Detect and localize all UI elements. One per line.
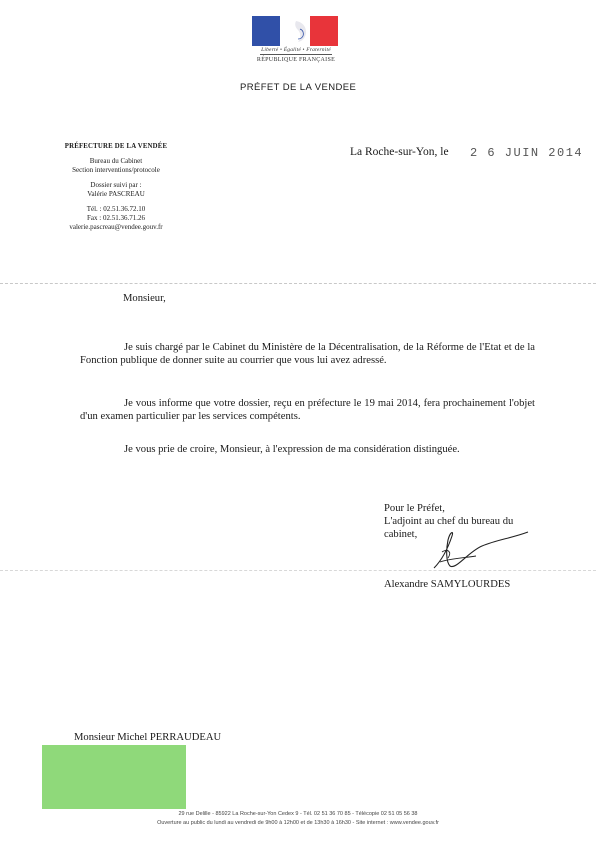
letter-paragraph-3: Je vous prie de croire, Monsieur, à l'expression de ma considération distinguée. xyxy=(124,444,460,455)
salutation: Monsieur, xyxy=(123,293,166,304)
page-title: PRÉFET DE LA VENDEE xyxy=(240,82,357,93)
footer-hours: Ouverture au public du lundi au vendredi de 9h00 à 12h00 et de 13h30 à 16h30 - Site internet : www.vendee.gouv.fr xyxy=(157,820,439,826)
footer xyxy=(0,810,596,828)
marianne-icon xyxy=(276,18,314,44)
signature-line-1: Pour le Préfet, xyxy=(384,503,445,514)
handwritten-signature xyxy=(412,522,532,574)
sender-organization: PRÉFECTURE DE LA VENDÉE xyxy=(64,143,168,150)
republique-francaise-logo xyxy=(252,16,340,70)
letter-paragraph-2: Je vous informe que votre dossier, reçu en préfecture le 19 mai 2014, fera prochainement l'objet d'un examen particulier par les services compétents. xyxy=(80,398,535,422)
republic-label: RÉPUBLIQUE FRANÇAISE xyxy=(256,57,336,63)
letter-place: La Roche-sur-Yon, le xyxy=(350,146,449,158)
recipient-name: Monsieur Michel PERRAUDEAU xyxy=(74,732,222,743)
sender-phone: Tél. : 02.51.36.72.10 xyxy=(86,205,146,213)
fold-line xyxy=(0,283,596,284)
signature-line-2: L'adjoint au chef du bureau du xyxy=(384,516,514,527)
logo-divider xyxy=(260,54,332,55)
sender-fax: Fax : 02.51.36.71.26 xyxy=(87,214,145,222)
sender-email: valerie.pascreau@vendee.gouv.fr xyxy=(69,223,163,231)
sender-service: Bureau du Cabinet xyxy=(89,157,143,165)
sender-block xyxy=(52,142,180,232)
redacted-address-box xyxy=(42,745,186,809)
signer-name: Alexandre SAMYLOURDES xyxy=(384,579,511,590)
date-stamp: 2 6 JUIN 2014 xyxy=(470,146,584,160)
followed-by-name: Valérie PASCREAU xyxy=(87,190,145,198)
footer-address: 29 rue Delille - 85922 La Roche-sur-Yon Cedex 9 - Tél. 02 51 36 70 85 - Télécopie 02 51 05 56 38 xyxy=(178,811,418,817)
sender-section: Section interventions/protocole xyxy=(72,166,160,174)
signature-line-3: cabinet, xyxy=(384,529,418,540)
followed-by-label: Dossier suivi par : xyxy=(90,181,142,189)
republic-motto: Liberté • Égalité • Fraternité xyxy=(261,47,331,53)
letter-paragraph-1: Je suis chargé par le Cabinet du Ministère de la Décentralisation, de la Réforme de l'Etat et de la Fonction publique de donner suite au courrier que vous lui avez adressé. xyxy=(80,342,535,366)
